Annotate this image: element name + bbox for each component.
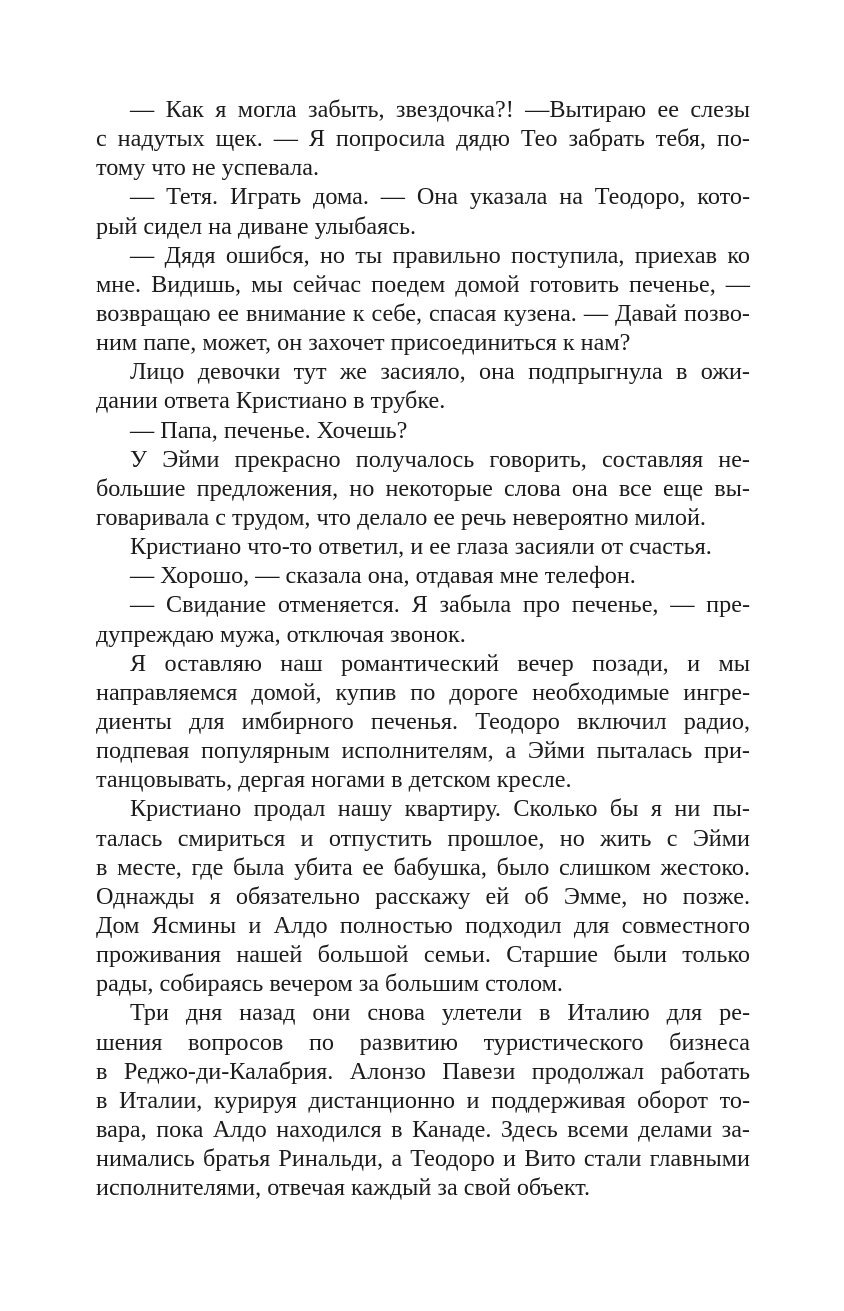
text-line: — Тетя. Играть дома. — Она указала на Теодоро, кото- [130, 183, 750, 211]
paragraph [96, 794, 750, 998]
paragraph [96, 241, 750, 358]
text-line: У Эйми прекрасно получалось говорить, составляя не- [130, 445, 750, 473]
text-line: в Италии, курируя дистанционно и поддерживая оборот то- [96, 1086, 750, 1114]
text-line: Лицо девочки тут же засияло, она подпрыгнула в ожи- [130, 358, 750, 386]
text-line: — Как я могла забыть, звездочка?! —Вытираю ее слезы [130, 96, 750, 123]
paragraph [96, 649, 750, 795]
text-line: нимались братья Ринальди, а Теодоро и Вито стали главными [96, 1145, 750, 1173]
text-line: подпевая популярным исполнителям, а Эйми пыталась при- [96, 737, 750, 765]
paragraph [96, 590, 750, 648]
text-line: в Реджо-ди-Калабрия. Алонзо Павези продолжал работать [96, 1057, 750, 1085]
paragraph [96, 998, 750, 1202]
text-line: Три дня назад они снова улетели в Италию для ре- [130, 999, 750, 1027]
text-line: диенты для имбирного печенья. Теодоро включил радио, [96, 707, 750, 735]
paragraph [96, 445, 750, 532]
text-line: проживания нашей большой семьи. Старшие были только [96, 941, 750, 969]
paragraph [96, 182, 750, 240]
text-line: Кристиано продал нашу квартиру. Сколько бы я ни пы- [130, 795, 750, 823]
paragraph [96, 561, 750, 590]
text-line: дупреждаю мужа, отключая звонок. [96, 620, 466, 648]
text-line: шения вопросов по развитию туристического бизнеса [96, 1028, 750, 1056]
text-line: дании ответа Кристиано в трубке. [96, 387, 446, 415]
text-line: в месте, где была убита ее бабушка, было слишком жестоко. [96, 853, 750, 881]
book-page [96, 95, 750, 1202]
text-line: — Свидание отменяется. Я забыла про печенье, — пре- [130, 591, 750, 619]
text-line: рый сидел на диване улыбаясь. [96, 212, 417, 240]
text-line: — Папа, печенье. Хочешь? [130, 416, 408, 444]
text-line: мне. Видишь, мы сейчас поедем домой готовить печенье, — [96, 270, 750, 298]
text-line: — Дядя ошибся, но ты правильно поступила, приехав ко [130, 241, 750, 269]
text-line: танцовывать, дергая ногами в детском кресле. [96, 766, 572, 794]
paragraph [96, 357, 750, 415]
paragraph [96, 95, 750, 182]
text-line: Кристиано что-то ответил, и ее глаза засияли от счастья. [130, 533, 712, 561]
text-line: вара, пока Алдо находился в Канаде. Здесь всеми делами за- [96, 1115, 750, 1143]
paragraph [96, 532, 750, 561]
text-line: — Хорошо, — сказала она, отдавая мне телефон. [130, 562, 636, 590]
text-line: с надутых щек. — Я попросила дядю Тео забрать тебя, по- [96, 125, 750, 153]
text-line: рады, собираясь вечером за большим столом. [96, 970, 563, 998]
text-line: ним папе, может, он захочет присоединиться к нам? [96, 329, 631, 357]
text-line: говаривала с трудом, что делало ее речь невероятно милой. [96, 503, 706, 531]
text-line: Я оставляю наш романтический вечер позади, и мы [130, 649, 750, 677]
text-line: возвращаю ее внимание к себе, спасая кузена. — Давай позво- [96, 299, 750, 327]
paragraph [96, 416, 750, 445]
text-line: исполнителями, отвечая каждый за свой объект. [96, 1174, 591, 1202]
text-line: Дом Ясмины и Алдо полностью подходил для совместного [96, 911, 750, 939]
text-line: Однажды я обязательно расскажу ей об Эмме, но позже. [96, 882, 750, 910]
text-line: большие предложения, но некоторые слова она все еще вы- [96, 474, 750, 502]
text-line: направляемся домой, купив по дороге необходимые ингре- [96, 678, 750, 706]
text-line: тому что не успевала. [96, 154, 320, 182]
text-line: талась смириться и отпустить прошлое, но жить с Эйми [96, 824, 750, 852]
